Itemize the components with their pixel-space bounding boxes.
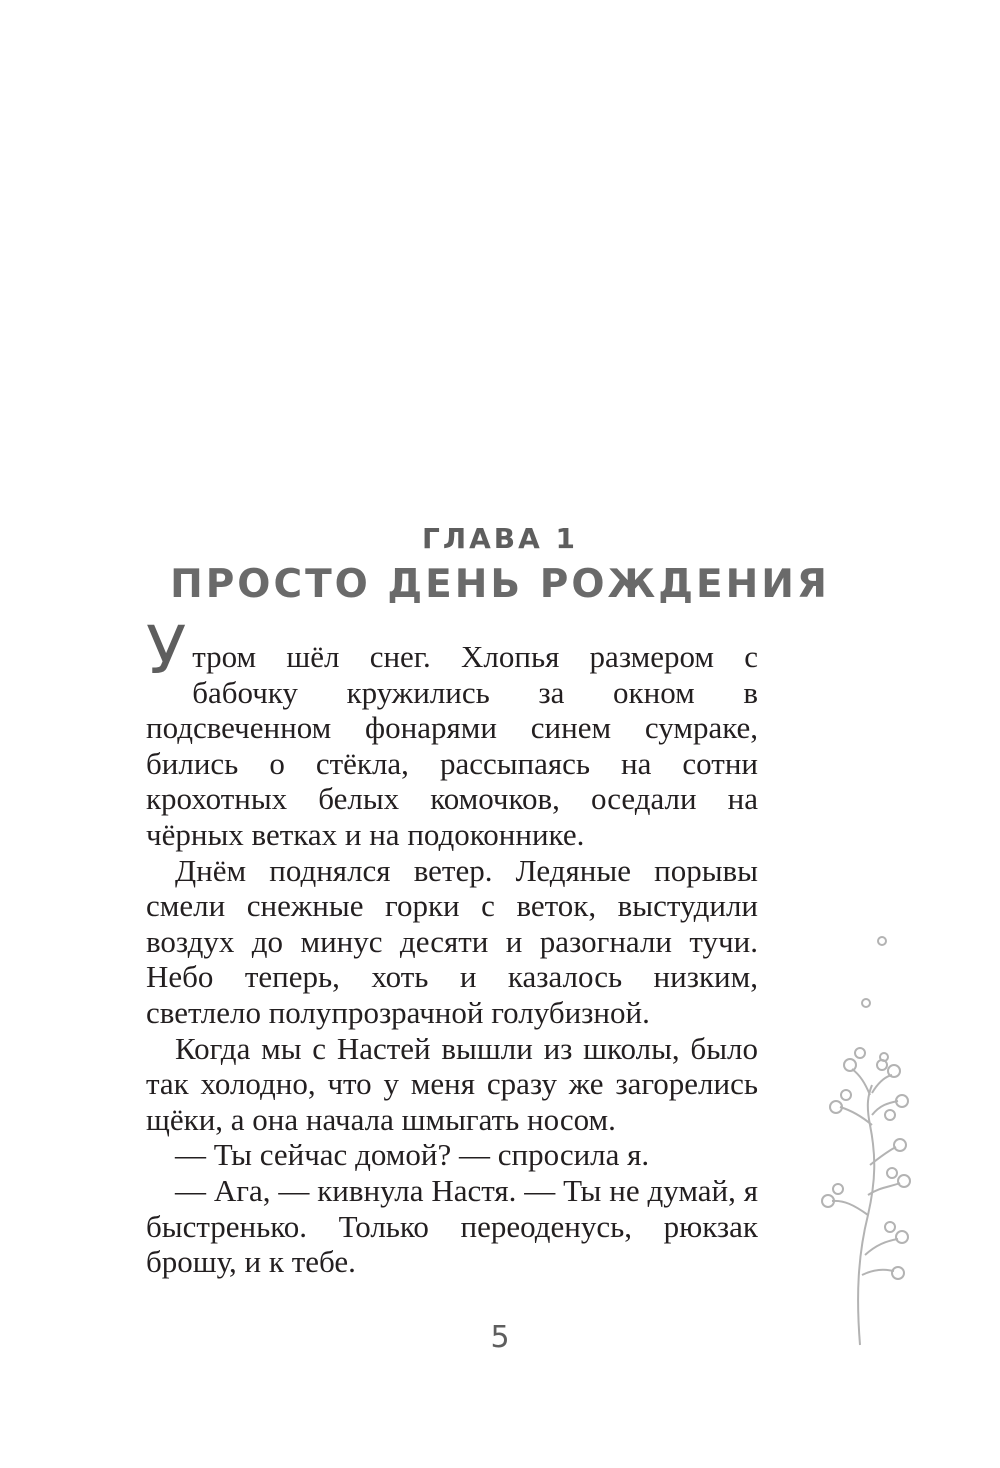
page-number: 5 [490,1320,510,1355]
paragraph-text: тром шёл снег. Хлопья размером с бабочку кружились за окном в подсвеченном фонарями синем сумраке, бились о стёкла, рассыпаясь на сотни крохотных белых комочков, оседали на чёрных ветках и на подоконнике. [146,639,758,852]
chapter-label: ГЛАВА 1 [421,522,578,555]
chapter-title: ПРОСТО ДЕНЬ РОЖДЕНИЯ [170,562,830,607]
dialogue-line-1: — Ты сейчас домой? — спросила я. [175,1137,650,1173]
chapter-body [146,612,758,1280]
drop-cap: У [146,612,187,689]
dialogue-line-2: — Ага, — кивнула Настя. — Ты не думай, я быстренько. Только переоденусь, рюкзак брошу, и к тебе. [146,1172,758,1280]
berry-branch-icon [810,925,920,1355]
paragraph-3: Когда мы с Настей вышли из школы, было так холодно, что у меня сразу же загорелись щёки, а она начала шмыгать носом. [146,1030,758,1137]
paragraph-1 [146,612,758,853]
paragraph-2: Днём поднялся ветер. Ледяные порывы смели снежные горки с веток, выстудили воздух до минус десяти и разогнали тучи. Небо теперь, хоть и казалось низким, светлело полупрозрачной голубизной. [146,852,758,1030]
